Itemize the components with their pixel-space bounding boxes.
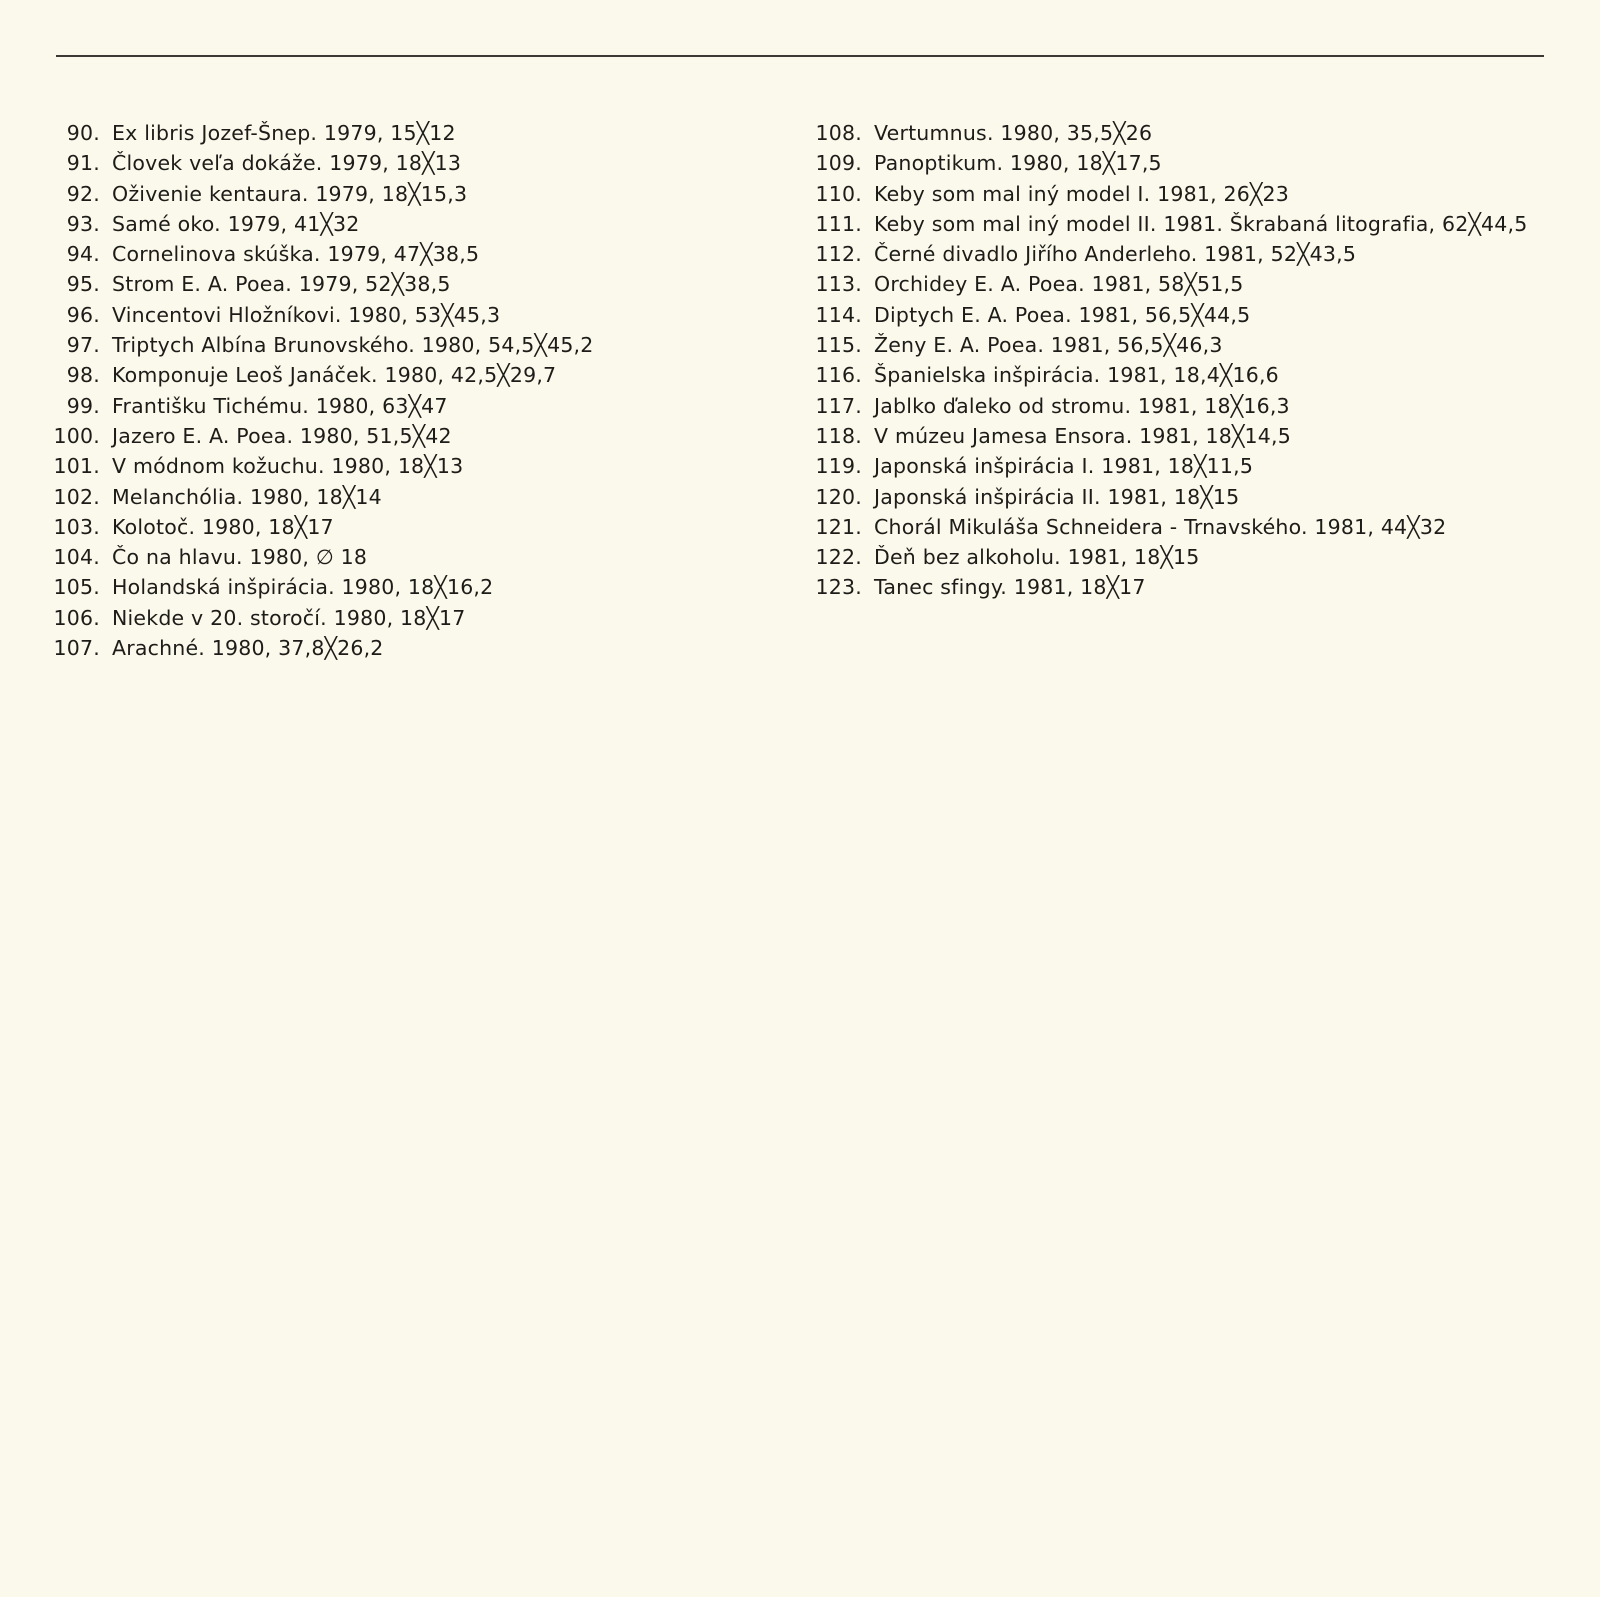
entry-text: Japonská inšpirácia II. 1981, 18╳15	[874, 484, 1240, 509]
entry-number: 110.	[815, 181, 862, 206]
entry-text: V módnom kožuchu. 1980, 18╳13	[112, 454, 464, 479]
entry-text: Černé divadlo Jiřího Anderleho. 1981, 52╳43,5	[874, 242, 1357, 267]
catalog-column-left	[40, 118, 740, 663]
entry-number: 109.	[815, 151, 862, 176]
entry-text: Keby som mal iný model I. 1981, 26╳23	[874, 181, 1290, 206]
catalog-entry	[40, 269, 740, 299]
entry-number: 98.	[66, 363, 100, 388]
entry-text: Vertumnus. 1980, 35,5╳26	[874, 121, 1153, 145]
entry-number: 92.	[66, 181, 100, 206]
entry-text: Oživenie kentaura. 1979, 18╳15,3	[112, 181, 468, 206]
catalog-entry	[800, 239, 1540, 269]
entry-number: 118.	[815, 423, 862, 448]
entry-text: Kolotoč. 1980, 18╳17	[112, 514, 334, 539]
entry-text: V múzeu Jamesa Ensora. 1981, 18╳14,5	[874, 423, 1291, 448]
entry-number: 123.	[815, 575, 862, 600]
entry-text: Niekde v 20. storočí. 1980, 18╳17	[112, 605, 466, 630]
catalog-entry	[40, 148, 740, 178]
catalog-entry	[40, 451, 740, 481]
catalog-column-right	[800, 118, 1540, 603]
catalog-entry	[40, 603, 740, 633]
catalog-entry	[40, 209, 740, 239]
entry-number: 114.	[815, 302, 862, 327]
entry-text: Orchidey E. A. Poea. 1981, 58╳51,5	[874, 272, 1244, 297]
catalog-entry	[40, 239, 740, 269]
catalog-entry	[40, 391, 740, 421]
catalog-entry	[800, 512, 1540, 542]
catalog-entry	[40, 482, 740, 512]
entry-number: 101.	[53, 454, 100, 479]
catalog-entry	[40, 512, 740, 542]
catalog-entry	[800, 451, 1540, 481]
entry-text: Vincentovi Hložníkovi. 1980, 53╳45,3	[112, 302, 501, 327]
entry-number: 119.	[815, 454, 862, 479]
entry-number: 97.	[66, 333, 100, 358]
entry-number: 108.	[815, 121, 862, 145]
entry-text: Jazero E. A. Poea. 1980, 51,5╳42	[112, 423, 452, 448]
entry-text: Diptych E. A. Poea. 1981, 56,5╳44,5	[874, 302, 1251, 327]
entry-number: 100.	[53, 423, 100, 448]
catalog-entry	[800, 209, 1540, 239]
catalog-entry	[40, 542, 740, 572]
entry-number: 115.	[815, 333, 862, 358]
catalog-entry	[40, 179, 740, 209]
entry-number: 94.	[66, 242, 100, 267]
entry-text: Melanchólia. 1980, 18╳14	[112, 484, 382, 509]
catalog-entry	[800, 148, 1540, 178]
catalog-entry	[40, 360, 740, 390]
entry-number: 95.	[66, 272, 100, 297]
header-rule	[56, 55, 1544, 57]
entry-number: 106.	[53, 605, 100, 630]
catalog-entry	[800, 572, 1540, 602]
entry-text: Holandská inšpirácia. 1980, 18╳16,2	[112, 575, 494, 600]
catalog-entry	[40, 118, 740, 148]
catalog-entry	[800, 360, 1540, 390]
catalog-entry	[800, 482, 1540, 512]
entry-text: Čo na hlavu. 1980, ∅ 18	[112, 545, 368, 570]
entry-number: 120.	[815, 484, 862, 509]
catalog-entry	[40, 572, 740, 602]
entry-number: 113.	[815, 272, 862, 297]
entry-number: 121.	[815, 514, 862, 539]
entry-number: 99.	[66, 393, 100, 418]
entry-text: Samé oko. 1979, 41╳32	[112, 211, 360, 236]
entry-text: Chorál Mikuláša Schneidera - Trnavského. 1981, 44╳32	[874, 514, 1447, 539]
catalog-entry	[40, 300, 740, 330]
catalog-entry	[800, 542, 1540, 572]
catalog-entry	[800, 269, 1540, 299]
entry-number: 91.	[66, 151, 100, 176]
entry-number: 112.	[815, 242, 862, 267]
entry-text: Strom E. A. Poea. 1979, 52╳38,5	[112, 272, 451, 297]
entry-number: 111.	[815, 211, 862, 236]
catalog-entry	[800, 391, 1540, 421]
entry-text: Komponuje Leoš Janáček. 1980, 42,5╳29,7	[112, 363, 557, 388]
catalog-entry	[800, 179, 1540, 209]
entry-number: 107.	[53, 636, 100, 661]
entry-text: Jablko ďaleko od stromu. 1981, 18╳16,3	[874, 393, 1290, 418]
entry-text: Františku Tichému. 1980, 63╳47	[112, 393, 448, 418]
entry-text: Arachné. 1980, 37,8╳26,2	[112, 636, 384, 661]
catalog-entry	[40, 330, 740, 360]
entry-number: 105.	[53, 575, 100, 600]
catalog-entry	[800, 300, 1540, 330]
entry-number: 102.	[53, 484, 100, 509]
catalog-entry	[40, 421, 740, 451]
catalog-entry	[800, 118, 1540, 148]
entry-text: Triptych Albína Brunovského. 1980, 54,5╳45,2	[112, 333, 594, 358]
entry-text: Človek veľa dokáže. 1979, 18╳13	[112, 151, 462, 176]
entry-number: 122.	[815, 545, 862, 570]
entry-number: 116.	[815, 363, 862, 388]
entry-text: Ex libris Jozef-Šnep. 1979, 15╳12	[112, 121, 456, 145]
entry-number: 104.	[53, 545, 100, 570]
entry-number: 93.	[66, 211, 100, 236]
entry-number: 103.	[53, 514, 100, 539]
entry-number: 117.	[815, 393, 862, 418]
entry-number: 90.	[66, 121, 100, 145]
entry-text: Cornelinova skúška. 1979, 47╳38,5	[112, 242, 480, 267]
entry-text: Japonská inšpirácia I. 1981, 18╳11,5	[874, 454, 1254, 479]
entry-text: Španielska inšpirácia. 1981, 18,4╳16,6	[874, 363, 1279, 388]
entry-text: Keby som mal iný model II. 1981. Škrabaná litografia, 62╳44,5	[874, 211, 1528, 236]
entry-text: Ženy E. A. Poea. 1981, 56,5╳46,3	[874, 333, 1223, 358]
catalog-entry	[800, 330, 1540, 360]
catalog-entry	[800, 421, 1540, 451]
entry-text: Tanec sfingy. 1981, 18╳17	[874, 575, 1146, 600]
catalog-entry	[40, 633, 740, 663]
entry-text: Ďeň bez alkoholu. 1981, 18╳15	[874, 545, 1200, 570]
entry-text: Panoptikum. 1980, 18╳17,5	[874, 151, 1162, 176]
entry-number: 96.	[66, 302, 100, 327]
